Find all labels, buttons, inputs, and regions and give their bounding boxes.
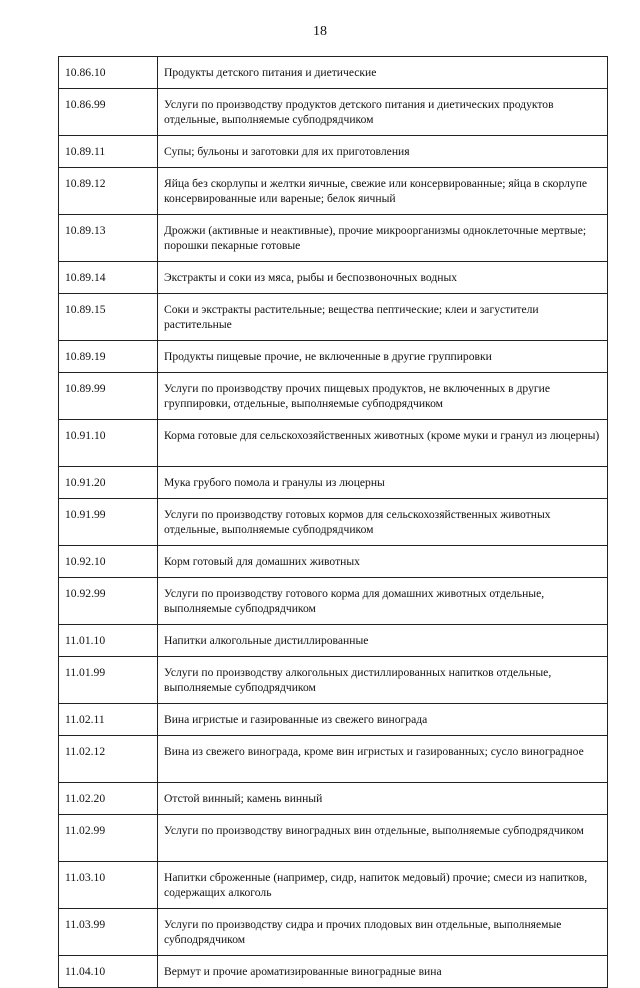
description-cell: Услуги по производству продуктов детского питания и диетических продуктов отдельные, выполняемые субподрядчиком: [158, 89, 608, 136]
description-cell: Напитки сброженные (например, сидр, напиток медовый) прочие; смеси из напитков, содержащих алкоголь: [158, 862, 608, 909]
code-cell: 10.91.20: [59, 467, 158, 499]
code-cell: 11.03.10: [59, 862, 158, 909]
code-cell: 11.01.99: [59, 657, 158, 704]
code-cell: 11.02.20: [59, 783, 158, 815]
description-cell: Напитки алкогольные дистиллированные: [158, 625, 608, 657]
description-cell: Продукты пищевые прочие, не включенные в другие группировки: [158, 341, 608, 373]
description-cell: Услуги по производству сидра и прочих плодовых вин отдельные, выполняемые субподрядчиком: [158, 909, 608, 956]
code-cell: 10.89.11: [59, 136, 158, 168]
table-row: [59, 909, 608, 956]
description-cell: Супы; бульоны и заготовки для их приготовления: [158, 136, 608, 168]
code-cell: 10.89.15: [59, 294, 158, 341]
table-row: [59, 546, 608, 578]
table-row: [59, 420, 608, 467]
table-row: [59, 956, 608, 988]
code-cell: 10.89.99: [59, 373, 158, 420]
code-cell: 11.01.10: [59, 625, 158, 657]
code-cell: 10.89.19: [59, 341, 158, 373]
okpd-code-table: [58, 56, 608, 988]
description-cell: Вермут и прочие ароматизированные виноградные вина: [158, 956, 608, 988]
table-row: [59, 262, 608, 294]
table-row: [59, 499, 608, 546]
code-cell: 11.02.11: [59, 704, 158, 736]
table-row: [59, 136, 608, 168]
table-row: [59, 657, 608, 704]
description-cell: Услуги по производству готовых кормов для сельскохозяйственных животных отдельные, выполняемые субподрядчиком: [158, 499, 608, 546]
description-cell: Корм готовый для домашних животных: [158, 546, 608, 578]
table-row: [59, 341, 608, 373]
table-row: [59, 467, 608, 499]
description-cell: Продукты детского питания и диетические: [158, 57, 608, 89]
code-cell: 10.92.10: [59, 546, 158, 578]
table-row: [59, 783, 608, 815]
code-cell: 10.86.10: [59, 57, 158, 89]
description-cell: Отстой винный; камень винный: [158, 783, 608, 815]
code-cell: 11.02.12: [59, 736, 158, 783]
description-cell: Корма готовые для сельскохозяйственных животных (кроме муки и гранул из люцерны): [158, 420, 608, 467]
description-cell: Соки и экстракты растительные; вещества пептические; клеи и загустители растительные: [158, 294, 608, 341]
page-number: 18: [313, 24, 327, 39]
code-cell: 10.89.12: [59, 168, 158, 215]
description-cell: Услуги по производству прочих пищевых продуктов, не включенных в другие группировки, отдельные, выполняемые субподрядчиком: [158, 373, 608, 420]
code-cell: 11.02.99: [59, 815, 158, 862]
description-cell: Услуги по производству алкогольных дистиллированных напитков отдельные, выполняемые субподрядчиком: [158, 657, 608, 704]
table-row: [59, 89, 608, 136]
table-row: [59, 215, 608, 262]
code-cell: 11.04.10: [59, 956, 158, 988]
table-row: [59, 862, 608, 909]
table-row: [59, 704, 608, 736]
table-row: [59, 57, 608, 89]
description-cell: Услуги по производству виноградных вин отдельные, выполняемые субподрядчиком: [158, 815, 608, 862]
code-cell: 10.92.99: [59, 578, 158, 625]
table-row: [59, 625, 608, 657]
description-cell: Яйца без скорлупы и желтки яичные, свежие или консервированные; яйца в скорлупе консервированные или вареные; белок яичный: [158, 168, 608, 215]
description-cell: Дрожжи (активные и неактивные), прочие микроорганизмы одноклеточные мертвые; порошки пекарные готовые: [158, 215, 608, 262]
description-cell: Экстракты и соки из мяса, рыбы и беспозвоночных водных: [158, 262, 608, 294]
description-cell: Мука грубого помола и гранулы из люцерны: [158, 467, 608, 499]
table-row: [59, 373, 608, 420]
code-cell: 10.86.99: [59, 89, 158, 136]
table-row: [59, 294, 608, 341]
table-body: [59, 57, 608, 988]
table-row: [59, 736, 608, 783]
table-row: [59, 578, 608, 625]
description-cell: Услуги по производству готового корма для домашних животных отдельные, выполняемые субподрядчиком: [158, 578, 608, 625]
code-cell: 10.91.99: [59, 499, 158, 546]
code-cell: 11.03.99: [59, 909, 158, 956]
table-row: [59, 168, 608, 215]
code-cell: 10.89.14: [59, 262, 158, 294]
code-cell: 10.91.10: [59, 420, 158, 467]
code-cell: 10.89.13: [59, 215, 158, 262]
description-cell: Вина игристые и газированные из свежего винограда: [158, 704, 608, 736]
description-cell: Вина из свежего винограда, кроме вин игристых и газированных; сусло виноградное: [158, 736, 608, 783]
table-row: [59, 815, 608, 862]
